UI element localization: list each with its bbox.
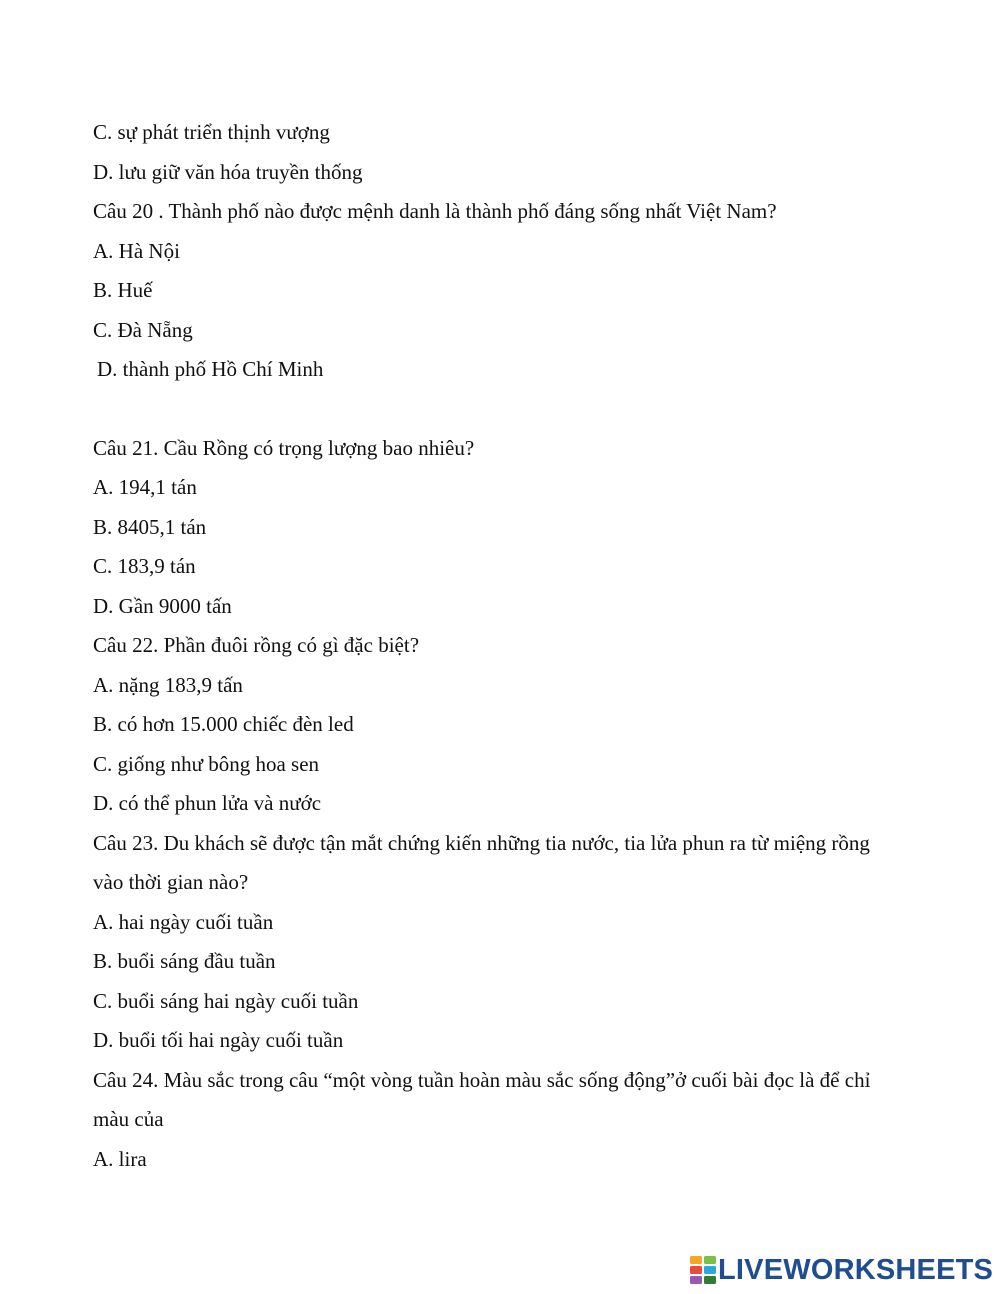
option-d-q20: D. thành phố Hồ Chí Minh bbox=[97, 357, 324, 381]
liveworksheets-logo bbox=[690, 1253, 993, 1287]
question-24-continued: màu của bbox=[93, 1107, 164, 1131]
question-23: Câu 23. Du khách sẽ được tận mắt chứng kiến những tia nước, tia lửa phun ra từ miệng rồng bbox=[93, 831, 870, 855]
question-24: Câu 24. Màu sắc trong câu “một vòng tuần hoàn màu sắc sống động”ở cuối bài đọc là để chỉ bbox=[93, 1068, 871, 1092]
option-a-q21: A. 194,1 tán bbox=[93, 475, 197, 499]
option-a-q24: A. lira bbox=[93, 1147, 147, 1171]
option-c-q21: C. 183,9 tán bbox=[93, 554, 196, 578]
option-d-q21: D. Gần 9000 tấn bbox=[93, 594, 232, 618]
option-b-q22: B. có hơn 15.000 chiếc đèn led bbox=[93, 712, 354, 736]
question-22: Câu 22. Phần đuôi rồng có gì đặc biệt? bbox=[93, 633, 420, 657]
option-d-q19: D. lưu giữ văn hóa truyền thống bbox=[93, 160, 363, 184]
option-b-q23: B. buổi sáng đầu tuần bbox=[93, 949, 276, 973]
option-d-q22: D. có thể phun lửa và nước bbox=[93, 791, 322, 815]
liveworksheets-mark-icon bbox=[690, 1256, 716, 1284]
option-d-q23: D. buổi tối hai ngày cuối tuần bbox=[93, 1028, 344, 1052]
question-23-continued: vào thời gian nào? bbox=[93, 870, 249, 894]
option-c-q19: C. sự phát triển thịnh vượng bbox=[93, 120, 330, 144]
option-b-q21: B. 8405,1 tán bbox=[93, 515, 207, 539]
question-20: Câu 20 . Thành phố nào được mệnh danh là thành phố đáng sống nhất Việt Nam? bbox=[93, 199, 777, 223]
option-c-q23: C. buổi sáng hai ngày cuối tuần bbox=[93, 989, 359, 1013]
option-c-q22: C. giống như bông hoa sen bbox=[93, 752, 320, 776]
question-21: Câu 21. Cầu Rồng có trọng lượng bao nhiêu? bbox=[93, 436, 475, 460]
option-a-q22: A. nặng 183,9 tấn bbox=[93, 673, 243, 697]
option-b-q20: B. Huế bbox=[93, 278, 153, 302]
option-a-q20: A. Hà Nội bbox=[93, 239, 180, 263]
option-a-q23: A. hai ngày cuối tuần bbox=[93, 910, 274, 934]
liveworksheets-wordmark: LIVEWORKSHEETS bbox=[718, 1254, 994, 1286]
option-c-q20: C. Đà Nẵng bbox=[93, 318, 193, 342]
